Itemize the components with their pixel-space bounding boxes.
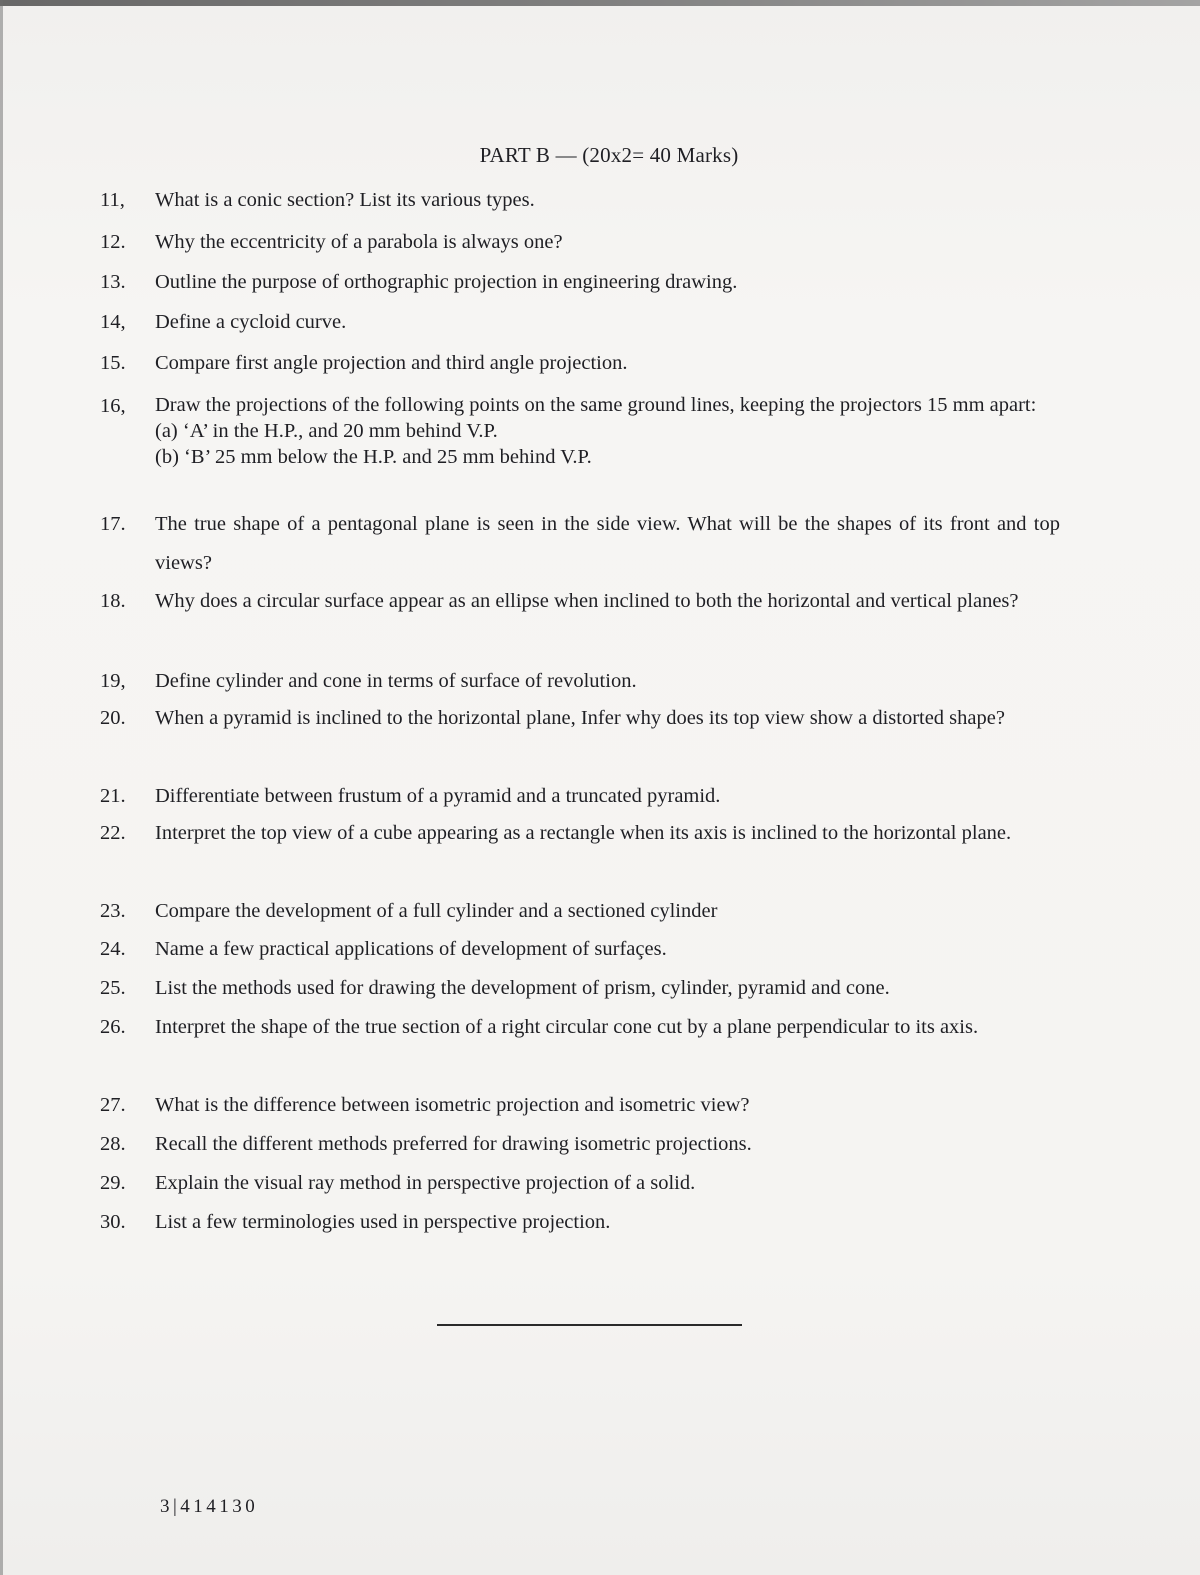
question-number: 28.	[100, 1133, 126, 1155]
question-12	[100, 228, 1060, 256]
question-number: 19,	[100, 670, 126, 692]
question-text: Interpret the shape of the true section of a right circular cone cut by a plane perpendicular to its axis.	[155, 1016, 979, 1038]
question-text	[155, 392, 1060, 470]
question-23	[100, 897, 1060, 925]
question-number: 26.	[100, 1016, 126, 1038]
question-text: What is the difference between isometric projection and isometric view?	[155, 1094, 750, 1116]
question-19	[100, 667, 1060, 695]
question-text: Interpret the top view of a cube appearing as a rectangle when its axis is inclined to the horizontal plane.	[155, 822, 1012, 844]
question-29	[100, 1169, 1060, 1197]
question-text: The true shape of a pentagonal plane is seen in the side view. What will be the shapes of its front and top views?	[155, 513, 1060, 574]
question-25	[100, 974, 1060, 1002]
question-text: Outline the purpose of orthographic projection in engineering drawing.	[155, 271, 738, 293]
question-number: 29.	[100, 1172, 126, 1194]
question-text: Why does a circular surface appear as an ellipse when inclined to both the horizontal and vertical planes?	[155, 590, 1019, 612]
question-text: What is a conic section? List its various types.	[155, 189, 535, 211]
question-number: 18.	[100, 590, 126, 612]
question-24	[100, 935, 1060, 963]
question-number: 21.	[100, 785, 126, 807]
question-text: Compare first angle projection and third angle projection.	[155, 352, 628, 374]
question-text: Define cylinder and cone in terms of surface of revolution.	[155, 670, 637, 692]
question-text: Name a few practical applications of development of surfaçes.	[155, 938, 667, 960]
question-number: 13.	[100, 271, 126, 293]
question-number: 23.	[100, 900, 126, 922]
end-rule	[437, 1324, 742, 1326]
question-21	[100, 782, 1060, 810]
question-number: 20.	[100, 707, 126, 729]
question-number: 22.	[100, 822, 126, 844]
question-text: When a pyramid is inclined to the horizontal plane, Infer why does its top view show a distorted shape?	[155, 707, 1005, 729]
question-number: 11,	[100, 189, 125, 211]
question-number: 30.	[100, 1211, 126, 1233]
question-text: List the methods used for drawing the development of prism, cylinder, pyramid and cone.	[155, 977, 890, 999]
question-text: Differentiate between frustum of a pyramid and a truncated pyramid.	[155, 785, 721, 807]
question-27	[100, 1091, 1060, 1119]
question-number: 17.	[100, 513, 126, 535]
question-number: 14,	[100, 311, 126, 333]
scan-left-edge	[0, 0, 3, 1575]
paper-code: 3|414130	[160, 1496, 259, 1517]
question-number: 24.	[100, 938, 126, 960]
question-stem: Draw the projections of the following points on the same ground lines, keeping the projectors 15 mm apart:	[155, 394, 1037, 416]
scan-top-edge	[0, 0, 1200, 6]
part-heading: PART B — (20x2= 40 Marks)	[479, 143, 739, 167]
question-number: 25.	[100, 977, 126, 999]
question-text: Why the eccentricity of a parabola is always one?	[155, 231, 563, 253]
question-22	[100, 814, 1060, 853]
question-number: 16,	[100, 395, 126, 417]
question-number: 27.	[100, 1094, 126, 1116]
question-text: List a few terminologies used in perspective projection.	[155, 1211, 611, 1233]
sub-part-a: (a) ‘A’ in the H.P., and 20 mm behind V.P.	[155, 420, 498, 442]
question-26	[100, 1008, 1060, 1047]
question-17	[100, 505, 1060, 583]
question-number: 12.	[100, 231, 126, 253]
question-11	[100, 186, 1060, 214]
question-text: Explain the visual ray method in perspective projection of a solid.	[155, 1172, 696, 1194]
question-text: Compare the development of a full cylinder and a sectioned cylinder	[155, 900, 718, 922]
question-16	[100, 392, 1060, 470]
question-13	[100, 268, 1060, 296]
sub-part-b: (b) ‘B’ 25 mm below the H.P. and 25 mm behind V.P.	[155, 446, 592, 468]
question-30	[100, 1208, 1060, 1236]
question-number: 15.	[100, 352, 126, 374]
question-14	[100, 308, 1060, 336]
question-28	[100, 1130, 1060, 1158]
question-18	[100, 582, 1060, 621]
question-text: Define a cycloid curve.	[155, 311, 347, 333]
question-text: Recall the different methods preferred for drawing isometric projections.	[155, 1133, 752, 1155]
question-20	[100, 699, 1060, 738]
question-15	[100, 349, 1060, 377]
